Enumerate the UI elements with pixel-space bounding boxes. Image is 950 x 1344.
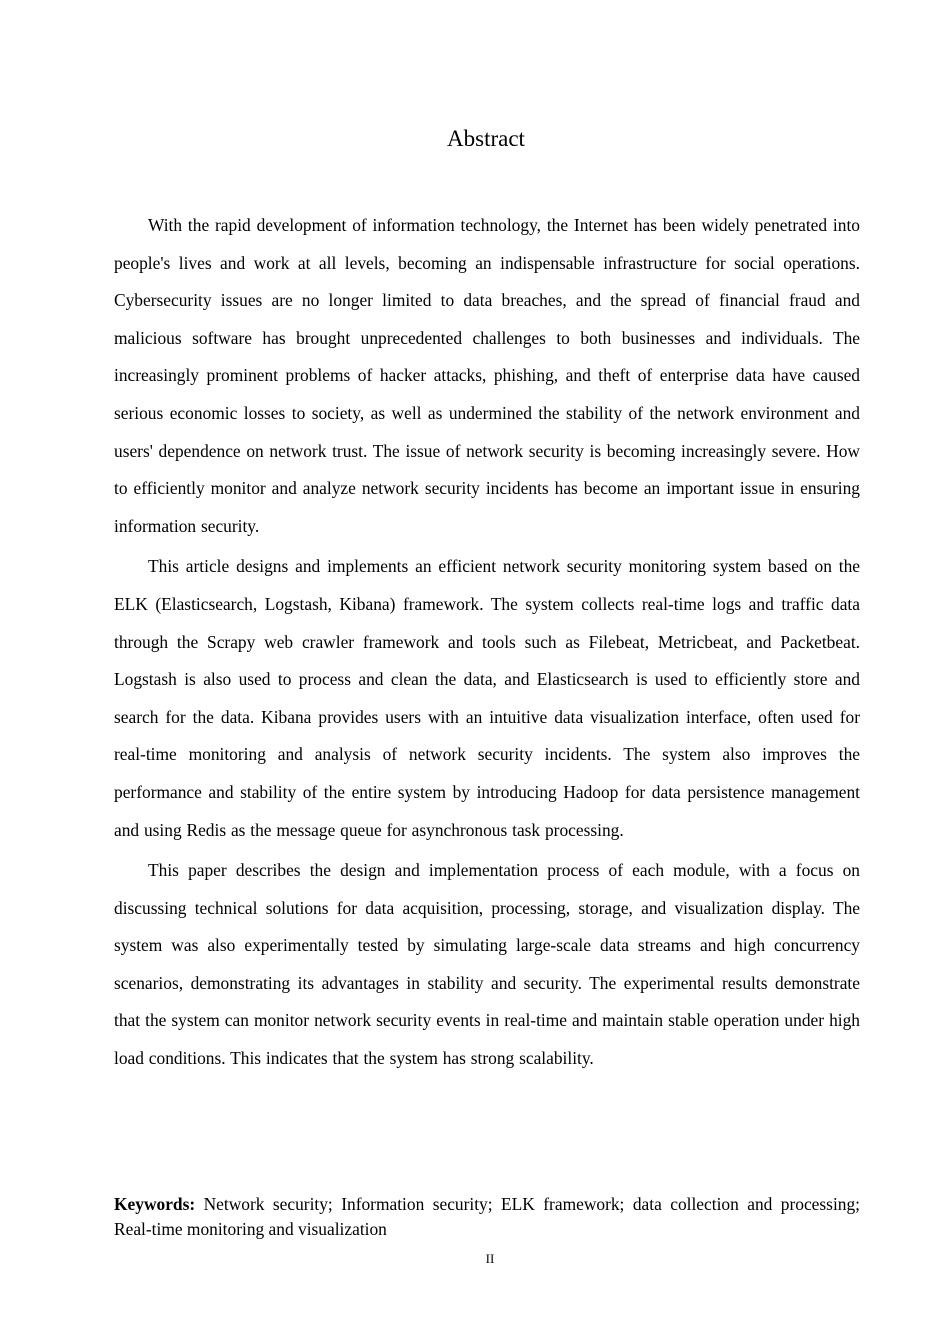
keywords-text: Network security; Information security; ELK framework; data collection and processing; Real-time monitoring and visualization: [114, 1194, 860, 1239]
abstract-paragraph-3: This paper describes the design and implementation process of each module, with a focus on discussing technical solutions for data acquisition, processing, storage, and visualization display. The system was also experimentally tested by simulating large-scale data streams and high concurrency scenarios, demonstrating its advantages in stability and security. The experimental results demonstrate that the system can monitor network security events in real-time and maintain stable operation under high load conditions. This indicates that the system has strong scalability.: [114, 860, 860, 1069]
page-number: II: [485, 1251, 495, 1266]
abstract-paragraph-2: This article designs and implements an efficient network security monitoring system based on the ELK (Elasticsearch, Logstash, Kibana) framework. The system collects real-time logs and traffic data through the Scrapy web crawler framework and tools such as Filebeat, Metricbeat, and Packetbeat. Logstash is also used to process and clean the data, and Elasticsearch is used to efficiently store and search for the data. Kibana provides users with an intuitive data visualization interface, often used for real-time monitoring and analysis of network security incidents. The system also improves the performance and stability of the entire system by introducing Hadoop for data persistence management and using Redis as the message queue for asynchronous task processing.: [114, 556, 860, 840]
abstract-body: [114, 207, 860, 1081]
abstract-title: Abstract: [447, 126, 525, 151]
abstract-paragraph-1: With the rapid development of information technology, the Internet has been widely penetrated into people's lives and work at all levels, becoming an indispensable infrastructure for social operations. Cybersecurity issues are no longer limited to data breaches, and the spread of financial fraud and malicious software has brought unprecedented challenges to both businesses and individuals. The increasingly prominent problems of hacker attacks, phishing, and theft of enterprise data have caused serious economic losses to society, as well as undermined the stability of the network environment and users' dependence on network trust. The issue of network security is becoming increasingly severe. How to efficiently monitor and analyze network security incidents has become an important issue in ensuring information security.: [114, 215, 860, 536]
keywords-label: Keywords:: [114, 1194, 196, 1214]
keywords-line: [114, 1192, 860, 1242]
